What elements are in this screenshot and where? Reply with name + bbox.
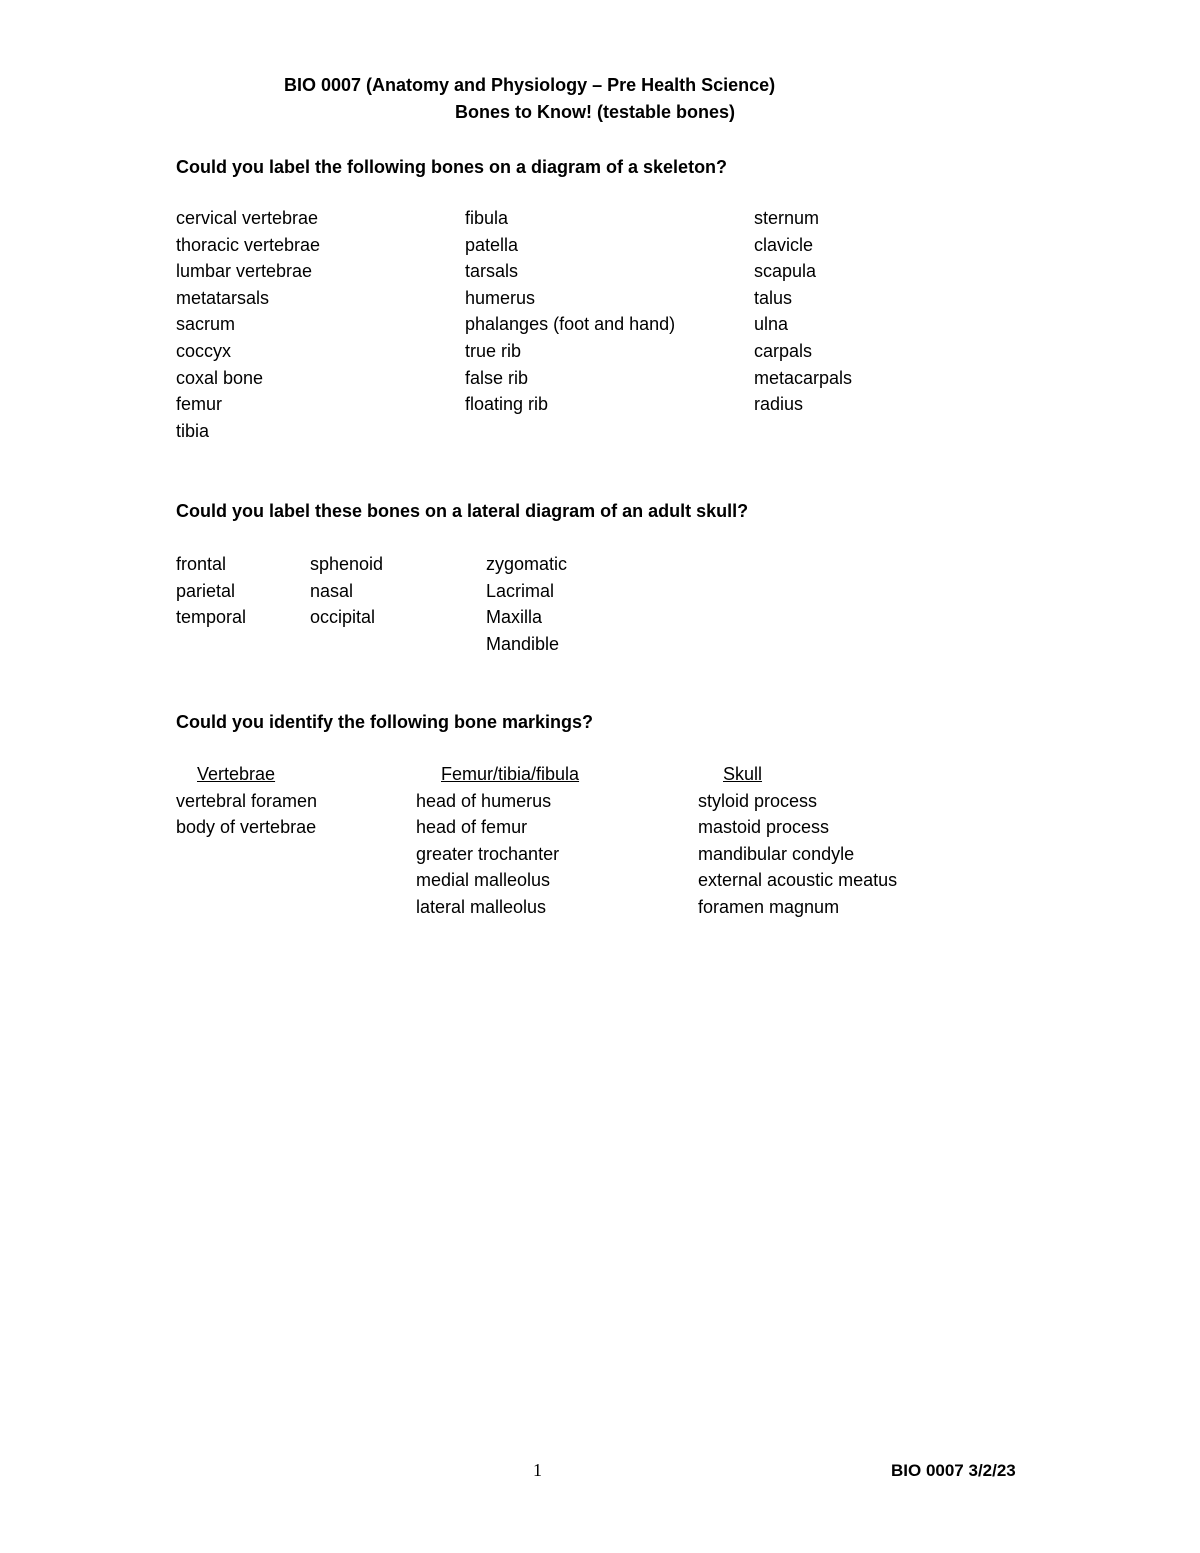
skeleton-column-3 [754,205,852,418]
list-item: external acoustic meatus [698,870,898,891]
list-item: humerus [465,287,536,308]
list-item: greater trochanter [416,843,560,864]
column-header-femur-tibia-fibula: Femur/tibia/fibula [441,764,580,784]
list-item: Lacrimal [486,580,555,601]
list-item: mastoid process [698,817,830,838]
markings-column-2 [416,761,579,921]
list-item: sacrum [176,314,236,335]
skull-column-3 [486,551,567,657]
list-item: lateral malleolus [416,896,547,917]
skull-column-1 [176,551,246,631]
list-item: patella [465,234,519,255]
list-item: coxal bone [176,367,264,388]
document-title: BIO 0007 (Anatomy and Physiology – Pre Health Science) [284,75,776,95]
list-item: foramen magnum [698,896,840,917]
list-item: parietal [176,580,236,601]
document-subtitle: Bones to Know! (testable bones) [455,102,736,122]
skull-question: Could you label these bones on a lateral diagram of an adult skull? [176,501,749,521]
list-item: metacarpals [754,367,853,388]
markings-question: Could you identify the following bone markings? [176,712,593,732]
list-item: ulna [754,314,789,335]
list-item: true rib [465,340,522,361]
list-item: nasal [310,580,354,601]
list-item: body of vertebrae [176,817,317,838]
list-item: tarsals [465,261,519,282]
list-item: talus [754,287,793,308]
list-item: zygomatic [486,554,568,574]
skeleton-column-1 [176,205,320,444]
footer-document-id: BIO 0007 3/2/23 [891,1461,1016,1480]
list-item: styloid process [698,790,818,811]
list-item: cervical vertebrae [176,208,319,228]
column-header-skull: Skull [723,764,763,784]
list-item: temporal [176,607,247,628]
list-item: mandibular condyle [698,843,855,864]
list-item: thoracic vertebrae [176,234,321,255]
list-item: tibia [176,420,210,441]
list-item: lumbar vertebrae [176,261,313,282]
markings-column-1 [176,761,317,841]
list-item: metatarsals [176,287,270,308]
list-item: Mandible [486,633,560,654]
list-item: sphenoid [310,554,384,574]
list-item: head of humerus [416,790,552,811]
list-item: occipital [310,607,376,628]
skeleton-column-2 [465,205,675,418]
list-item: head of femur [416,817,528,838]
list-item: carpals [754,340,813,361]
list-item: Maxilla [486,607,543,628]
skeleton-question: Could you label the following bones on a diagram of a skeleton? [176,157,728,177]
list-item: femur [176,394,223,415]
list-item: clavicle [754,234,814,255]
markings-column-3 [698,761,897,921]
skull-column-2 [310,551,383,631]
list-item: phalanges (foot and hand) [465,314,676,335]
list-item: fibula [465,208,509,228]
page-number: 1 [533,1460,542,1480]
list-item: vertebral foramen [176,790,318,811]
list-item: false rib [465,367,529,388]
column-header-vertebrae: Vertebrae [197,764,276,784]
list-item: sternum [754,208,820,228]
list-item: radius [754,394,804,415]
list-item: medial malleolus [416,870,551,891]
list-item: floating rib [465,394,549,415]
list-item: coccyx [176,340,232,361]
list-item: frontal [176,554,227,574]
list-item: scapula [754,261,817,282]
